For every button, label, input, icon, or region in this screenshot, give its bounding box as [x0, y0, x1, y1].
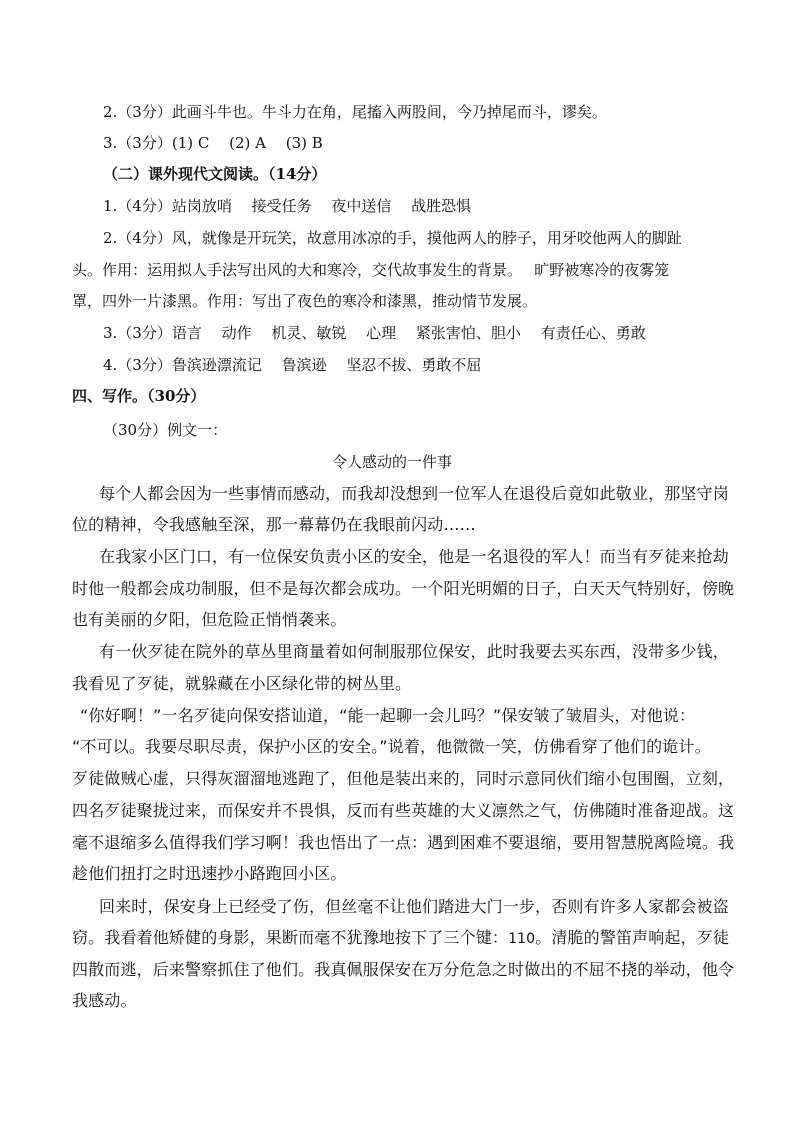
modern-answer-2-line2: 头。作用：运用拟人手法写出风的大和寒冷，交代故事发生的背景。 旷野被寒冷的夜雾笼 [72, 261, 670, 279]
essay-para2-line1: 在我家小区门口，有一位保安负责小区的安全，他是一名退役的军人！而当有歹徒来抢劫 [99, 547, 729, 566]
essay-para3-line1: 有一伙歹徒在院外的草丛里商量着如何制服那位保安，此时我要去买东西，没带多少钱， [99, 642, 729, 661]
essay-para2-line3: 也有美丽的夕阳，但危险正悄悄袭来。 [72, 610, 347, 629]
writing-intro: （30分）例文一： [103, 421, 228, 439]
essay-para5-line4: 我感动。 [72, 991, 137, 1010]
essay-para4-line3: 歹徒做贼心虚，只得灰溜溜地逃跑了，但他是装出来的，同时示意同伙们缩小包围圈，立刻， [72, 769, 735, 788]
essay-para4-line1: “你好啊！”一名歹徒向保安搭讪道，“能一起聊一会儿吗？”保安皱了皱眉头，对他说： [80, 706, 696, 725]
essay-title: 令人感动的一件事 [332, 453, 453, 471]
modern-answer-2-line1: 2.（4分）风，就像是开玩笑，故意用冰凉的手，摸他两人的脖子，用牙咬他两人的脚趾 [103, 229, 682, 247]
modern-answer-4: 4.（3分）鲁滨逊漂流记 鲁滨逊 坚忍不拔、勇敢不屈 [103, 356, 482, 374]
modern-answer-2-line3: 罩，四外一片漆黑。作用：写出了夜色的寒冷和漆黑，推动情节发展。 [72, 292, 538, 310]
section-modern-heading: （二）课外现代文阅读。（14分） [103, 165, 327, 183]
modern-answer-3: 3.（3分）语言 动作 机灵、敏锐 心理 紧张害怕、胆小 有责任心、勇敢 [103, 324, 646, 342]
essay-para4-line5: 毫不退缩多么值得我们学习啊！我也悟出了一点：遇到困难不要退缩，要用智慧脱离险境。我 [72, 833, 735, 852]
answer-3-text: 3.（3分）(1) C (2) A (3) B [103, 134, 323, 152]
essay-para4-line6: 趁他们扭打之时迅速抄小路跑回小区。 [72, 864, 347, 883]
modern-answer-1: 1.（4分）站岗放哨 接受任务 夜中送信 战胜恐惧 [103, 197, 472, 215]
essay-para1-line1: 每个人都会因为一些事情而感动，而我却没想到一位军人在退役后竟如此敬业，那坚守岗 [99, 484, 729, 503]
essay-para5-line2-text-after: 。清脆的警笛声响起，歹徒 [535, 928, 730, 947]
essay-para5-line1: 回来时，保安身上已经受了伤，但丝毫不让他们踏进大门一步，否则有许多人家都会被盗 [99, 897, 729, 916]
section-writing-heading: 四、写作。（30分） [72, 387, 206, 405]
essay-para3-line2: 我看见了歹徒，就躲藏在小区绿化带的树丛里。 [72, 674, 412, 693]
essay-para5-line2-text-before: 窃。我看着他矫健的身影，果断而毫不犹豫地按下了三个键： [72, 928, 509, 947]
essay-para1-line2: 位的精神，令我感触至深，那一幕幕仍在我眼前闪动…… [72, 515, 476, 534]
essay-para2-line2: 时他一般都会成功制服，但不是每次都会成功。一个阳光明媚的日子，白天天气特别好，傍晚 [72, 579, 735, 598]
answer-2-text: 2.（3分）此画斗牛也。牛斗力在角，尾搐入两股间，今乃掉尾而斗，谬矣。 [103, 103, 607, 121]
essay-para5-line2 [72, 927, 729, 950]
essay-para4-line4: 四名歹徒聚拢过来，而保安并不畏惧，反而有些英雄的大义凛然之气，仿佛随时准备迎战。这 [72, 801, 735, 820]
emergency-number: 110 [508, 931, 536, 947]
essay-para4-line2: “不可以。我要尽职尽责，保护小区的安全。”说着，他微微一笑，仿佛看穿了他们的诡计。 [72, 737, 711, 756]
essay-para5-line3: 四散而逃，后来警察抓住了他们。我真佩服保安在万分危急之时做出的不屈不挠的举动，他令 [72, 960, 735, 979]
